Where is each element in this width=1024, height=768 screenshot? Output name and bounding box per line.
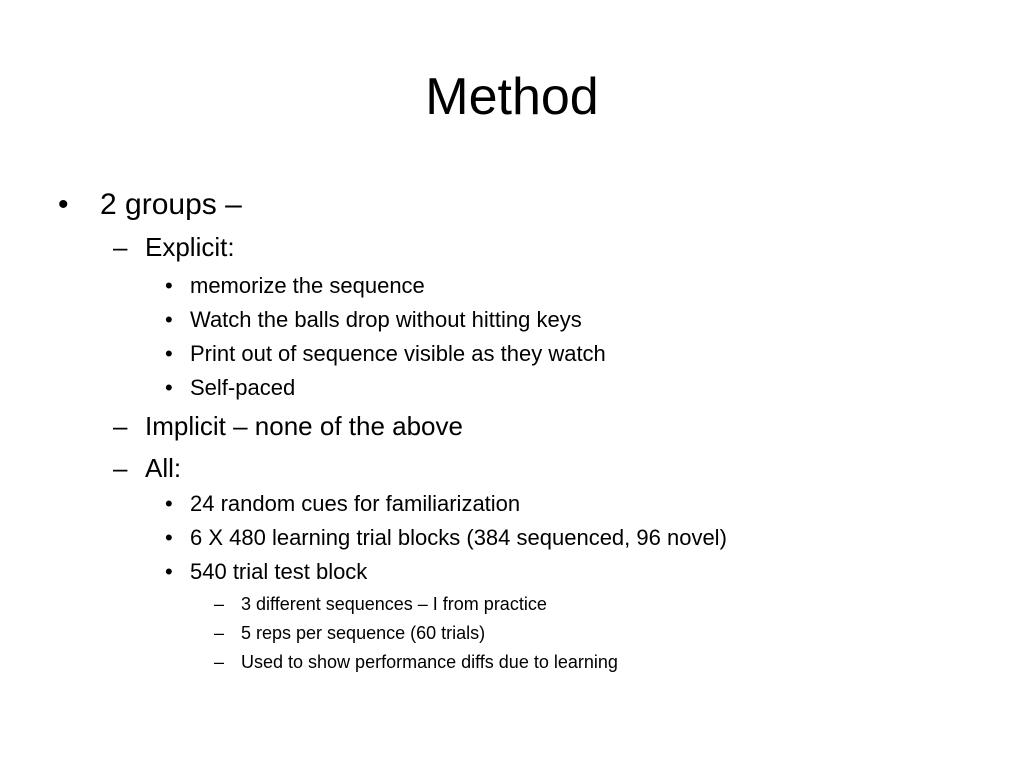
- bullet-icon: •: [58, 188, 69, 221]
- all-point-text: 6 X 480 learning trial blocks (384 sequenced, 96 novel): [190, 525, 727, 550]
- test-block-point-text: 5 reps per sequence (60 trials): [241, 623, 486, 643]
- sub-bullet-text: Implicit – none of the above: [145, 411, 463, 441]
- dash-icon: –: [214, 623, 225, 643]
- dash-icon: –: [113, 453, 128, 483]
- bullet-icon: •: [165, 273, 173, 298]
- sub-bullet-text: All:: [145, 453, 182, 483]
- bullet-icon: •: [165, 375, 173, 400]
- dash-icon: –: [214, 594, 225, 614]
- bullet-icon: •: [165, 341, 173, 366]
- test-block-point-text: 3 different sequences – I from practice: [241, 594, 547, 614]
- bullet-text: 2 groups –: [100, 188, 242, 221]
- sub-bullet-text: Explicit:: [145, 232, 235, 262]
- bullet-icon: •: [165, 559, 173, 584]
- bullet-icon: •: [165, 525, 173, 550]
- test-block-point-text: Used to show performance diffs due to learning: [241, 652, 618, 672]
- dash-icon: –: [214, 652, 225, 672]
- bullet-icon: •: [165, 307, 173, 332]
- dash-icon: –: [113, 232, 128, 262]
- bullet-icon: •: [165, 491, 173, 516]
- explicit-point-text: Self-paced: [190, 375, 296, 400]
- explicit-point-text: memorize the sequence: [190, 273, 425, 298]
- explicit-point-text: Watch the balls drop without hitting keys: [190, 307, 582, 332]
- dash-icon: –: [113, 411, 128, 441]
- slide-title: Method: [425, 68, 599, 126]
- all-point-text: 24 random cues for familiarization: [190, 491, 521, 516]
- all-point-text: 540 trial test block: [190, 559, 368, 584]
- explicit-point-text: Print out of sequence visible as they watch: [190, 341, 606, 366]
